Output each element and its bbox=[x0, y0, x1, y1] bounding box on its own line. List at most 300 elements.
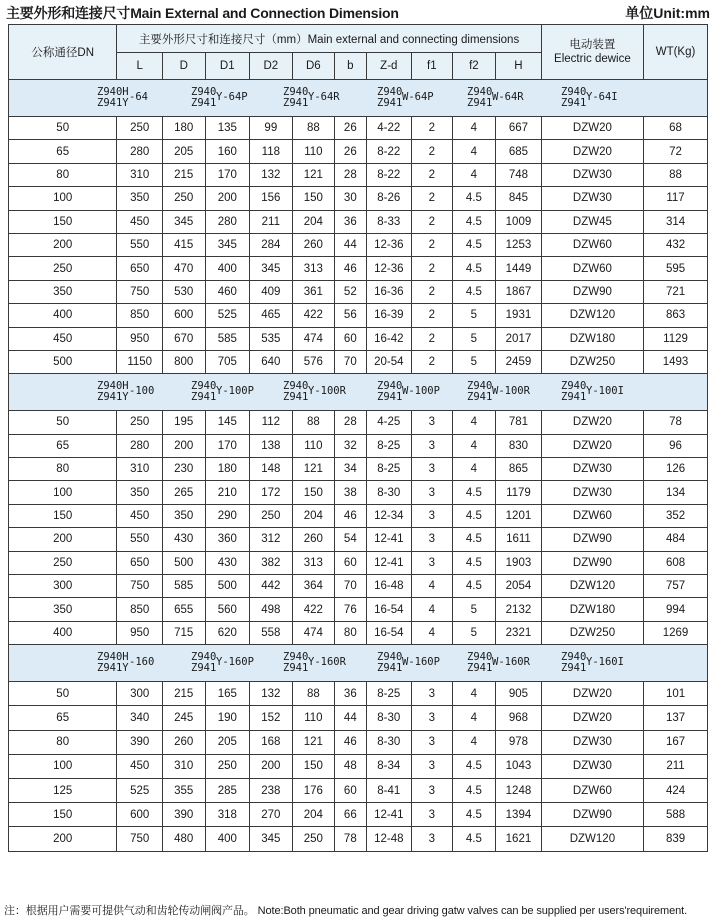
table-cell: 442 bbox=[250, 575, 293, 598]
table-cell: 3 bbox=[412, 730, 453, 754]
table-cell: 3 bbox=[412, 481, 453, 504]
table-cell: 364 bbox=[292, 575, 335, 598]
table-row bbox=[9, 803, 708, 827]
model-list bbox=[9, 374, 707, 410]
table-cell: 8-26 bbox=[366, 187, 412, 210]
table-cell: 26 bbox=[335, 117, 366, 140]
table-cell: 172 bbox=[250, 481, 293, 504]
table-cell: 20-54 bbox=[366, 350, 412, 373]
table-cell: 200 bbox=[162, 434, 205, 457]
column-header: b bbox=[335, 53, 366, 80]
table-cell: DZW60 bbox=[541, 504, 643, 527]
table-cell: 4 bbox=[412, 598, 453, 621]
table-cell: 270 bbox=[250, 803, 293, 827]
table-cell: 608 bbox=[644, 551, 708, 574]
table-cell: 350 bbox=[117, 187, 163, 210]
model-code-suffix: Y-64P bbox=[216, 91, 248, 103]
table-cell: DZW30 bbox=[541, 458, 643, 481]
table-cell: 525 bbox=[205, 304, 250, 327]
table-cell: 80 bbox=[9, 730, 117, 754]
table-row bbox=[9, 827, 708, 851]
table-cell: 245 bbox=[162, 706, 205, 730]
model-code-line1: Z940 bbox=[191, 651, 217, 664]
table-cell: 28 bbox=[335, 411, 366, 434]
table-cell: 2 bbox=[412, 327, 453, 350]
table-cell: 8-22 bbox=[366, 140, 412, 163]
table-cell: 215 bbox=[162, 163, 205, 186]
table-cell: 360 bbox=[205, 528, 250, 551]
model-code-line1: Z940H bbox=[97, 86, 129, 98]
table-cell: 200 bbox=[9, 528, 117, 551]
table-cell: 260 bbox=[292, 233, 335, 256]
model-code bbox=[283, 380, 346, 403]
table-cell: DZW60 bbox=[541, 233, 643, 256]
table-row bbox=[9, 754, 708, 778]
model-code bbox=[97, 86, 148, 109]
table-cell: 750 bbox=[117, 575, 163, 598]
table-body bbox=[9, 80, 708, 852]
table-cell: DZW120 bbox=[541, 304, 643, 327]
table-cell: 250 bbox=[162, 187, 205, 210]
table-cell: 204 bbox=[292, 210, 335, 233]
model-code-suffix: Y-100P bbox=[216, 385, 254, 398]
model-code-line2: Z941 bbox=[377, 661, 403, 674]
table-cell: 101 bbox=[644, 682, 708, 706]
table-cell: 4.5 bbox=[452, 575, 496, 598]
table-cell: 36 bbox=[335, 210, 366, 233]
table-cell: 238 bbox=[250, 778, 293, 802]
table-row bbox=[9, 117, 708, 140]
table-cell: 12-41 bbox=[366, 528, 412, 551]
table-cell: 88 bbox=[644, 163, 708, 186]
table-cell: 12-48 bbox=[366, 827, 412, 851]
table-cell: 80 bbox=[9, 163, 117, 186]
table-cell: 56 bbox=[335, 304, 366, 327]
table-cell: 16-42 bbox=[366, 327, 412, 350]
table-cell: 16-36 bbox=[366, 280, 412, 303]
table-cell: 498 bbox=[250, 598, 293, 621]
table-cell: 165 bbox=[205, 682, 250, 706]
table-cell: 4.5 bbox=[452, 528, 496, 551]
table-cell: 100 bbox=[9, 187, 117, 210]
table-cell: 4 bbox=[452, 730, 496, 754]
table-cell: DZW20 bbox=[541, 117, 643, 140]
table-row bbox=[9, 481, 708, 504]
device-header bbox=[541, 25, 643, 80]
table-cell: 12-36 bbox=[366, 257, 412, 280]
table-cell: 3 bbox=[412, 434, 453, 457]
table-cell: 595 bbox=[644, 257, 708, 280]
table-cell: 2 bbox=[412, 350, 453, 373]
table-cell: 176 bbox=[292, 778, 335, 802]
model-code-line2: Z941Y bbox=[97, 96, 129, 109]
table-cell: 1394 bbox=[496, 803, 542, 827]
table-cell: 121 bbox=[292, 730, 335, 754]
model-group-row bbox=[9, 645, 708, 682]
table-row bbox=[9, 187, 708, 210]
model-code-line2: Z941 bbox=[561, 661, 587, 674]
model-group-cell bbox=[9, 80, 708, 117]
table-cell: 352 bbox=[644, 504, 708, 527]
model-code-suffix: W-100R bbox=[492, 385, 530, 398]
table-cell: 150 bbox=[9, 504, 117, 527]
table-cell: 125 bbox=[9, 778, 117, 802]
table-cell: 318 bbox=[205, 803, 250, 827]
table-cell: 585 bbox=[162, 575, 205, 598]
table-cell: 432 bbox=[644, 233, 708, 256]
model-code bbox=[191, 651, 254, 674]
table-cell: 280 bbox=[117, 434, 163, 457]
table-cell: DZW250 bbox=[541, 350, 643, 373]
table-cell: 345 bbox=[162, 210, 205, 233]
table-cell: 750 bbox=[117, 827, 163, 851]
table-cell: 200 bbox=[9, 827, 117, 851]
table-cell: 118 bbox=[250, 140, 293, 163]
table-cell: 117 bbox=[644, 187, 708, 210]
table-cell: 839 bbox=[644, 827, 708, 851]
table-cell: 76 bbox=[335, 598, 366, 621]
table-row bbox=[9, 551, 708, 574]
column-header: D2 bbox=[250, 53, 293, 80]
table-cell: 640 bbox=[250, 350, 293, 373]
table-cell: 705 bbox=[205, 350, 250, 373]
table-cell: 5 bbox=[452, 598, 496, 621]
model-code-line2: Z941 bbox=[377, 96, 403, 109]
table-cell: 65 bbox=[9, 434, 117, 457]
model-code-line1: Z940 bbox=[377, 380, 403, 393]
table-cell: 500 bbox=[9, 350, 117, 373]
table-cell: 2132 bbox=[496, 598, 542, 621]
table-cell: 355 bbox=[162, 778, 205, 802]
table-cell: 4 bbox=[452, 117, 496, 140]
table-cell: 350 bbox=[117, 481, 163, 504]
table-cell: 150 bbox=[292, 754, 335, 778]
main-dimensions-header: 主要外形尺寸和连接尺寸（mm）Main external and connecting dimensions bbox=[117, 25, 541, 53]
table-cell: 8-30 bbox=[366, 481, 412, 504]
table-cell: 210 bbox=[205, 481, 250, 504]
model-code-line2: Z941Y bbox=[97, 390, 129, 403]
table-cell: 4.5 bbox=[452, 827, 496, 851]
table-cell: 126 bbox=[644, 458, 708, 481]
table-cell: 46 bbox=[335, 504, 366, 527]
table-cell: 211 bbox=[644, 754, 708, 778]
table-row bbox=[9, 304, 708, 327]
table-cell: 1009 bbox=[496, 210, 542, 233]
model-code-suffix: Y-160I bbox=[586, 656, 624, 669]
table-cell: 314 bbox=[644, 210, 708, 233]
model-code-line1: Z940 bbox=[561, 86, 587, 98]
model-code bbox=[97, 651, 155, 674]
table-row bbox=[9, 163, 708, 186]
table-cell: 994 bbox=[644, 598, 708, 621]
table-cell: 585 bbox=[205, 327, 250, 350]
table-cell: 167 bbox=[644, 730, 708, 754]
table-cell: 4.5 bbox=[452, 187, 496, 210]
page-title: 主要外形和连接尺寸Main External and Connection Dimension bbox=[6, 5, 399, 21]
table-cell: 655 bbox=[162, 598, 205, 621]
table-cell: 195 bbox=[162, 411, 205, 434]
model-code bbox=[561, 380, 624, 403]
table-cell: 650 bbox=[117, 257, 163, 280]
table-cell: 265 bbox=[162, 481, 205, 504]
table-cell: 650 bbox=[117, 551, 163, 574]
model-code-suffix: W-64P bbox=[402, 91, 434, 103]
table-cell: 2 bbox=[412, 304, 453, 327]
model-code bbox=[283, 651, 346, 674]
model-code-suffix: W-64R bbox=[492, 91, 524, 103]
table-cell: 4 bbox=[452, 411, 496, 434]
model-code bbox=[377, 86, 434, 109]
table-cell: 4 bbox=[412, 621, 453, 644]
table-cell: 400 bbox=[9, 621, 117, 644]
model-code-line2: Z941 bbox=[283, 96, 309, 109]
table-cell: 54 bbox=[335, 528, 366, 551]
table-cell: 3 bbox=[412, 528, 453, 551]
table-cell: 70 bbox=[335, 350, 366, 373]
table-cell: 3 bbox=[412, 754, 453, 778]
table-cell: 100 bbox=[9, 481, 117, 504]
table-cell: 850 bbox=[117, 304, 163, 327]
model-code bbox=[467, 380, 530, 403]
table-cell: 3 bbox=[412, 803, 453, 827]
table-cell: 422 bbox=[292, 304, 335, 327]
column-header: D bbox=[162, 53, 205, 80]
table-cell: 100 bbox=[9, 754, 117, 778]
table-cell: 5 bbox=[452, 350, 496, 373]
model-code-line2: Z941 bbox=[283, 661, 309, 674]
model-code-line2: Z941 bbox=[191, 661, 217, 674]
table-cell: 60 bbox=[335, 551, 366, 574]
model-code bbox=[467, 651, 530, 674]
table-row bbox=[9, 140, 708, 163]
table-cell: DZW90 bbox=[541, 528, 643, 551]
table-cell: 290 bbox=[205, 504, 250, 527]
table-row bbox=[9, 458, 708, 481]
table-cell: 4 bbox=[452, 434, 496, 457]
table-cell: 968 bbox=[496, 706, 542, 730]
model-code-line1: Z940 bbox=[561, 651, 587, 664]
table-cell: 12-34 bbox=[366, 504, 412, 527]
model-code-suffix: -64 bbox=[129, 91, 148, 103]
table-cell: DZW30 bbox=[541, 163, 643, 186]
table-cell: 250 bbox=[9, 257, 117, 280]
model-code-line1: Z940 bbox=[283, 380, 309, 393]
model-code-line2: Z941 bbox=[283, 390, 309, 403]
table-cell: 2 bbox=[412, 257, 453, 280]
table-cell: 4-22 bbox=[366, 117, 412, 140]
table-cell: 865 bbox=[496, 458, 542, 481]
table-cell: 250 bbox=[250, 504, 293, 527]
table-row bbox=[9, 621, 708, 644]
table-cell: 422 bbox=[292, 598, 335, 621]
model-code-line1: Z940 bbox=[377, 651, 403, 664]
table-cell: 16-54 bbox=[366, 598, 412, 621]
model-list bbox=[9, 645, 707, 681]
table-cell: 310 bbox=[162, 754, 205, 778]
table-cell: 50 bbox=[9, 117, 117, 140]
table-cell: 685 bbox=[496, 140, 542, 163]
table-cell: 480 bbox=[162, 827, 205, 851]
table-cell: 3 bbox=[412, 778, 453, 802]
table-cell: 8-25 bbox=[366, 434, 412, 457]
column-header: f1 bbox=[412, 53, 453, 80]
table-cell: 135 bbox=[205, 117, 250, 140]
table-cell: 1179 bbox=[496, 481, 542, 504]
table-cell: 781 bbox=[496, 411, 542, 434]
table-cell: 44 bbox=[335, 233, 366, 256]
table-cell: 345 bbox=[250, 257, 293, 280]
table-cell: 44 bbox=[335, 706, 366, 730]
model-code-suffix: -100 bbox=[129, 385, 155, 398]
table-cell: 950 bbox=[117, 327, 163, 350]
table-cell: 2 bbox=[412, 210, 453, 233]
model-code-suffix: Y-64R bbox=[308, 91, 340, 103]
table-cell: 415 bbox=[162, 233, 205, 256]
table-cell: 205 bbox=[162, 140, 205, 163]
table-cell: 588 bbox=[644, 803, 708, 827]
table-cell: 3 bbox=[412, 411, 453, 434]
table-cell: 424 bbox=[644, 778, 708, 802]
table-cell: 12-36 bbox=[366, 233, 412, 256]
table-cell: 4 bbox=[452, 458, 496, 481]
table-cell: 530 bbox=[162, 280, 205, 303]
model-code-line2: Z941 bbox=[467, 96, 493, 109]
table-cell: DZW90 bbox=[541, 551, 643, 574]
model-code-line1: Z940 bbox=[191, 86, 217, 98]
table-cell: 145 bbox=[205, 411, 250, 434]
table-row bbox=[9, 528, 708, 551]
table-cell: 484 bbox=[644, 528, 708, 551]
table-row bbox=[9, 233, 708, 256]
table-row bbox=[9, 257, 708, 280]
table-cell: 350 bbox=[9, 280, 117, 303]
table-cell: DZW20 bbox=[541, 682, 643, 706]
model-group-row bbox=[9, 80, 708, 117]
table-cell: 465 bbox=[250, 304, 293, 327]
table-cell: DZW30 bbox=[541, 481, 643, 504]
table-cell: 5 bbox=[452, 621, 496, 644]
table-cell: 280 bbox=[205, 210, 250, 233]
table-cell: 978 bbox=[496, 730, 542, 754]
table-cell: 4.5 bbox=[452, 210, 496, 233]
model-code-line2: Z941 bbox=[467, 661, 493, 674]
table-cell: 250 bbox=[9, 551, 117, 574]
model-code-suffix: -160 bbox=[129, 656, 155, 669]
table-cell: 16-54 bbox=[366, 621, 412, 644]
table-header bbox=[9, 25, 708, 80]
table-cell: 138 bbox=[250, 434, 293, 457]
model-code-suffix: Y-100I bbox=[586, 385, 624, 398]
table-cell: 4.5 bbox=[452, 280, 496, 303]
table-cell: 150 bbox=[292, 187, 335, 210]
table-cell: 260 bbox=[162, 730, 205, 754]
table-cell: 96 bbox=[644, 434, 708, 457]
table-cell: 830 bbox=[496, 434, 542, 457]
table-cell: 576 bbox=[292, 350, 335, 373]
table-cell: DZW120 bbox=[541, 575, 643, 598]
table-cell: 1269 bbox=[644, 621, 708, 644]
model-group-row bbox=[9, 374, 708, 411]
table-cell: 757 bbox=[644, 575, 708, 598]
table-cell: 88 bbox=[292, 411, 335, 434]
table-cell: 863 bbox=[644, 304, 708, 327]
model-code-suffix: W-160P bbox=[402, 656, 440, 669]
model-code bbox=[561, 86, 618, 109]
table-cell: 211 bbox=[250, 210, 293, 233]
table-cell: 250 bbox=[117, 411, 163, 434]
table-cell: 132 bbox=[250, 163, 293, 186]
table-cell: 72 bbox=[644, 140, 708, 163]
table-row bbox=[9, 210, 708, 233]
model-code-line2: Z941Y bbox=[97, 661, 129, 674]
table-cell: 12-41 bbox=[366, 551, 412, 574]
table-cell: 285 bbox=[205, 778, 250, 802]
model-group-cell bbox=[9, 645, 708, 682]
table-cell: 8-22 bbox=[366, 163, 412, 186]
table-cell: 112 bbox=[250, 411, 293, 434]
table-cell: 4.5 bbox=[452, 504, 496, 527]
table-cell: 1493 bbox=[644, 350, 708, 373]
column-header: f2 bbox=[452, 53, 496, 80]
table-cell: 450 bbox=[9, 327, 117, 350]
table-cell: DZW30 bbox=[541, 754, 643, 778]
table-cell: DZW20 bbox=[541, 706, 643, 730]
table-cell: 30 bbox=[335, 187, 366, 210]
table-cell: 160 bbox=[205, 140, 250, 163]
table-cell: 470 bbox=[162, 257, 205, 280]
model-code-suffix: Y-160P bbox=[216, 656, 254, 669]
table-cell: 1903 bbox=[496, 551, 542, 574]
model-group-cell bbox=[9, 374, 708, 411]
table-cell: 460 bbox=[205, 280, 250, 303]
table-cell: 200 bbox=[205, 187, 250, 210]
table-cell: 8-33 bbox=[366, 210, 412, 233]
table-cell: 430 bbox=[205, 551, 250, 574]
table-cell: 8-30 bbox=[366, 730, 412, 754]
table-cell: 80 bbox=[335, 621, 366, 644]
table-cell: 4.5 bbox=[452, 257, 496, 280]
table-cell: 70 bbox=[335, 575, 366, 598]
model-code-line1: Z940H bbox=[97, 651, 129, 664]
table-cell: DZW90 bbox=[541, 803, 643, 827]
table-cell: 667 bbox=[496, 117, 542, 140]
table-cell: 132 bbox=[250, 682, 293, 706]
table-cell: 550 bbox=[117, 528, 163, 551]
table-cell: 46 bbox=[335, 257, 366, 280]
table-cell: 215 bbox=[162, 682, 205, 706]
table-cell: 850 bbox=[117, 598, 163, 621]
table-cell: 1248 bbox=[496, 778, 542, 802]
table-cell: 409 bbox=[250, 280, 293, 303]
table-cell: 88 bbox=[292, 682, 335, 706]
table-cell: 715 bbox=[162, 621, 205, 644]
unit-label: 单位Unit:mm bbox=[625, 5, 710, 21]
table-cell: 180 bbox=[162, 117, 205, 140]
table-cell: 313 bbox=[292, 257, 335, 280]
table-cell: 8-41 bbox=[366, 778, 412, 802]
table-cell: 12-41 bbox=[366, 803, 412, 827]
table-cell: 382 bbox=[250, 551, 293, 574]
table-cell: 52 bbox=[335, 280, 366, 303]
column-header: L bbox=[117, 53, 163, 80]
table-cell: 300 bbox=[117, 682, 163, 706]
table-cell: 110 bbox=[292, 140, 335, 163]
table-cell: 310 bbox=[117, 458, 163, 481]
device-header-cn: 电动装置 bbox=[569, 39, 616, 51]
table-cell: 3 bbox=[412, 706, 453, 730]
table-cell: 535 bbox=[250, 327, 293, 350]
table-cell: 1931 bbox=[496, 304, 542, 327]
